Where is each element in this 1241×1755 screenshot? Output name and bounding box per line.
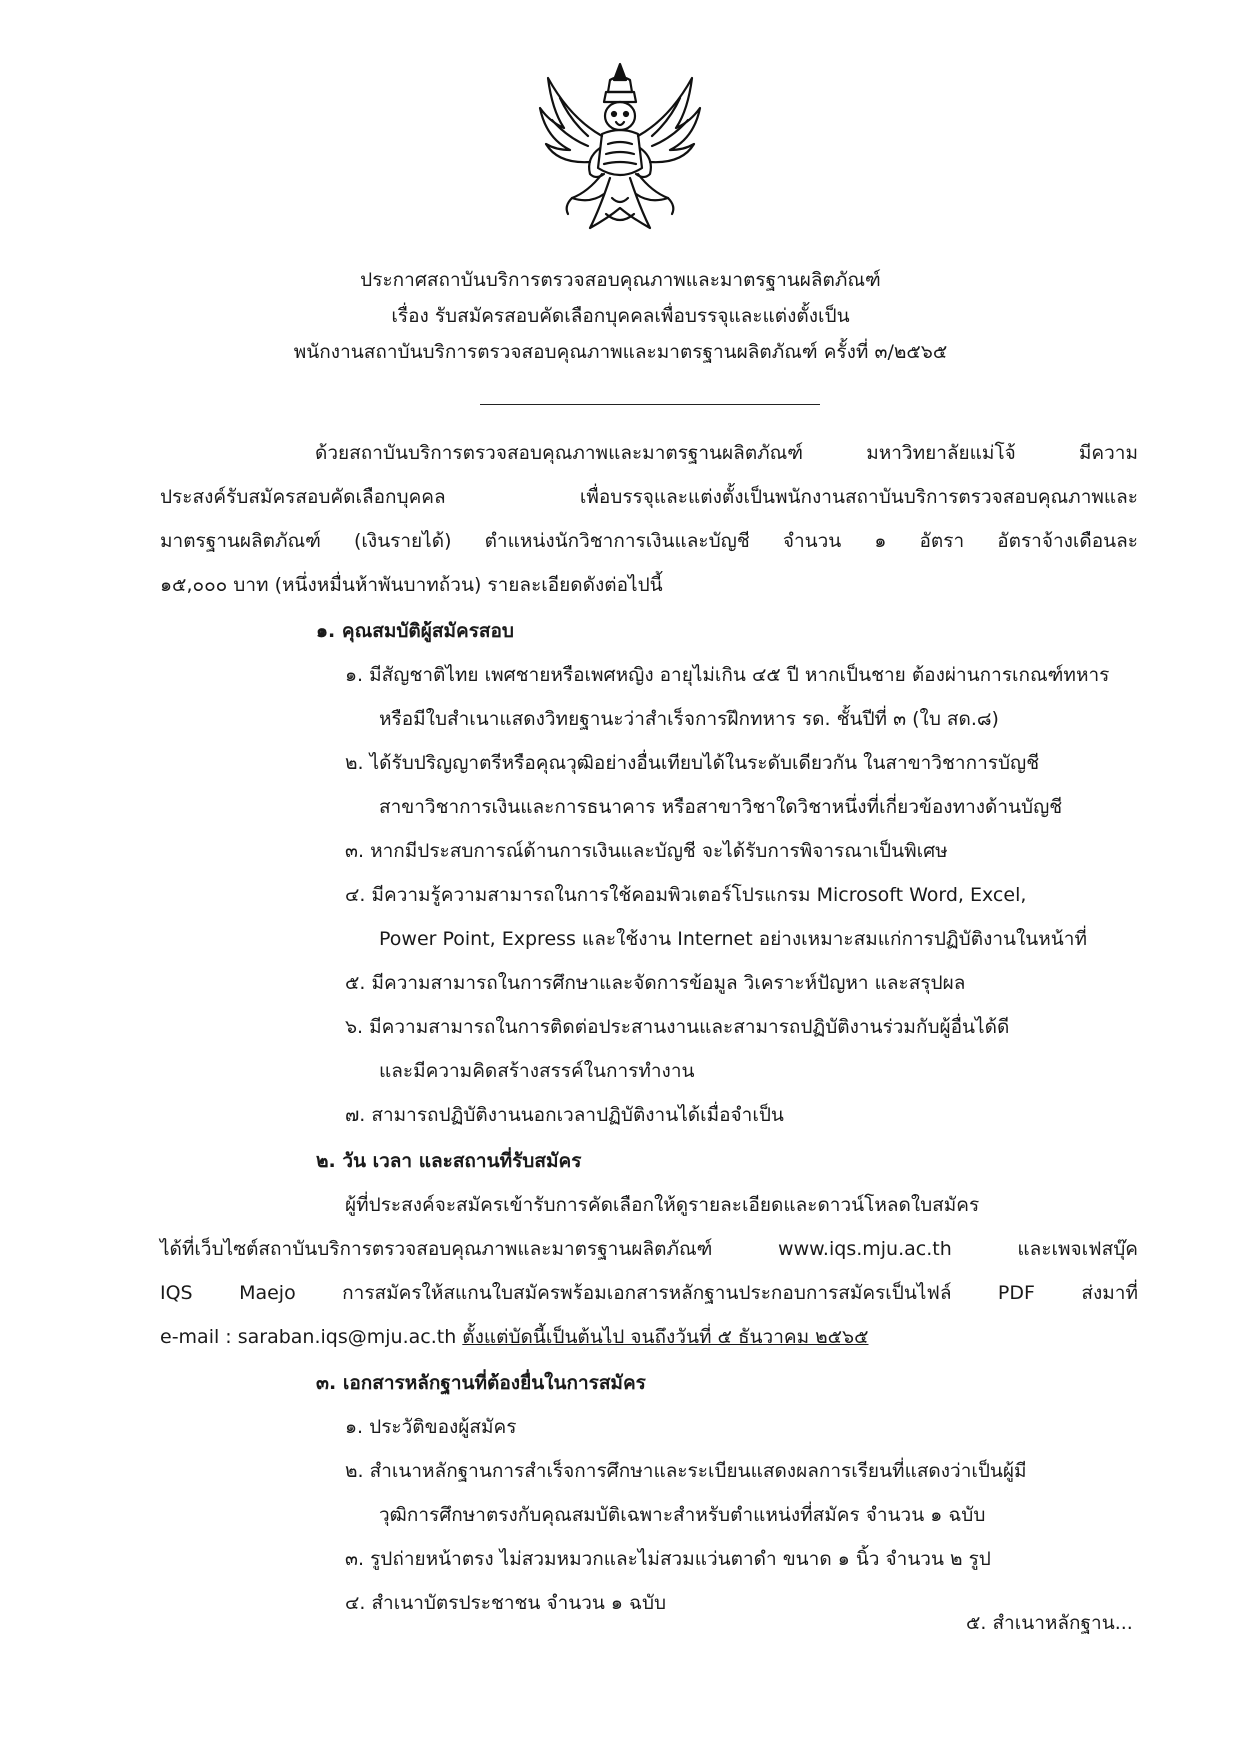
qualification-item: Power Point, Express และใช้งาน Internet อย่างเหมาะสมแก่การปฏิบัติงานในหน้าที่: [379, 928, 1087, 950]
qualification-item: ๖. มีความสามารถในการติดต่อประสานงานและสามารถปฏิบัติงานร่วมกับผู้อื่นได้ดี: [345, 1016, 1010, 1038]
application-line-3: IQS Maejo การสมัครให้สแกนใบสมัครพร้อมเอกสารหลักฐานประกอบการสมัครเป็นไฟล์ PDF ส่งมาที่: [160, 1282, 1138, 1304]
application-line-4: [160, 1320, 869, 1355]
announcement-header: [160, 262, 1081, 370]
qualification-item: ๑. มีสัญชาติไทย เพศชายหรือเพศหญิง อายุไม่เกิน ๔๕ ปี หากเป็นชาย ต้องผ่านการเกณฑ์ทหาร: [345, 664, 1110, 686]
document-item: ๑. ประวัติของผู้สมัคร: [345, 1416, 517, 1438]
section-2-heading: ๒. วัน เวลา และสถานที่รับสมัคร: [316, 1150, 582, 1172]
qualification-item: หรือมีใบสำเนาแสดงวิทยฐานะว่าสำเร็จการฝึกทหาร รด. ชั้นปีที่ ๓ (ใบ สด.๘): [379, 708, 999, 730]
intro-line-3: มาตรฐานผลิตภัณฑ์ (เงินรายได้) ตำแหน่งนักวิชาการเงินและบัญชี จำนวน ๑ อัตรา อัตราจ้างเดือนละ: [160, 530, 1138, 552]
header-position: พนักงานสถาบันบริการตรวจสอบคุณภาพและมาตรฐานผลิตภัณฑ์ ครั้งที่ ๓/๒๕๖๕: [293, 341, 948, 363]
intro-line-4: ๑๕,๐๐๐ บาท (หนึ่งหมื่นห้าพันบาทถ้วน) รายละเอียดดังต่อไปนี้: [160, 574, 663, 596]
document-item: ๒. สำเนาหลักฐานการสำเร็จการศึกษาและระเบียนแสดงผลการเรียนที่แสดงว่าเป็นผู้มี: [345, 1460, 1027, 1482]
intro-line-1: ด้วยสถาบันบริการตรวจสอบคุณภาพและมาตรฐานผลิตภัณฑ์ มหาวิทยาลัยแม่โจ้ มีความ: [315, 442, 1138, 464]
qualification-item: ๕. มีความสามารถในการศึกษาและจัดการข้อมูล วิเคราะห์ปัญหา และสรุปผล: [345, 972, 966, 994]
deadline-text: ตั้งแต่บัดนี้เป็นต้นไป จนถึงวันที่ ๕ ธันวาคม ๒๕๖๕: [462, 1326, 869, 1348]
page-continuation: ๕. สำเนาหลักฐาน...: [966, 1612, 1133, 1634]
application-line-1: ผู้ที่ประสงค์จะสมัครเข้ารับการคัดเลือกให้ดูรายละเอียดและดาวน์โหลดใบสมัคร: [345, 1194, 980, 1216]
intro-line-2: ประสงค์รับสมัครสอบคัดเลือกบุคคล เพื่อบรรจุและแต่งตั้งเป็นพนักงานสถาบันบริการตรวจสอบคุณภาพและ: [160, 486, 1138, 508]
contact-email: e-mail : saraban.iqs@mju.ac.th: [160, 1326, 463, 1348]
section-1-heading: ๑. คุณสมบัติผู้สมัครสอบ: [316, 620, 514, 642]
document-item: ๓. รูปถ่ายหน้าตรง ไม่สวมหมวกและไม่สวมแว่นตาดำ ขนาด ๑ นิ้ว จำนวน ๒ รูป: [345, 1548, 991, 1570]
header-subject: เรื่อง รับสมัครสอบคัดเลือกบุคคลเพื่อบรรจุและแต่งตั้งเป็น: [391, 305, 850, 327]
qualification-item: ๗. สามารถปฏิบัติงานนอกเวลาปฏิบัติงานได้เมื่อจำเป็น: [345, 1104, 784, 1126]
qualification-item: ๓. หากมีประสบการณ์ด้านการเงินและบัญชี จะได้รับการพิจารณาเป็นพิเศษ: [345, 840, 948, 862]
qualification-item: และมีความคิดสร้างสรรค์ในการทำงาน: [379, 1060, 695, 1082]
qualification-item: สาขาวิชาการเงินและการธนาคาร หรือสาขาวิชาใดวิชาหนึ่งที่เกี่ยวข้องทางด้านบัญชี: [379, 796, 1063, 818]
qualification-item: ๔. มีความรู้ความสามารถในการใช้คอมพิวเตอร์โปรแกรม Microsoft Word, Excel,: [345, 884, 1027, 906]
document-item: ๔. สำเนาบัตรประชาชน จำนวน ๑ ฉบับ: [345, 1592, 667, 1614]
section-3-heading: ๓. เอกสารหลักฐานที่ต้องยื่นในการสมัคร: [316, 1372, 646, 1394]
header-title: ประกาศสถาบันบริการตรวจสอบคุณภาพและมาตรฐานผลิตภัณฑ์: [360, 269, 881, 291]
garuda-emblem-icon: [530, 58, 710, 248]
application-line-2: ได้ที่เว็บไซต์สถาบันบริการตรวจสอบคุณภาพและมาตรฐานผลิตภัณฑ์ www.iqs.mju.ac.th และเพจเฟสบุ๊ค: [160, 1238, 1138, 1260]
document-item: วุฒิการศึกษาตรงกับคุณสมบัติเฉพาะสำหรับตำแหน่งที่สมัคร จำนวน ๑ ฉบับ: [379, 1504, 986, 1526]
header-divider: [480, 404, 820, 405]
qualification-item: ๒. ได้รับปริญญาตรีหรือคุณวุฒิอย่างอื่นเทียบได้ในระดับเดียวกัน ในสาขาวิชาการบัญชี: [345, 752, 1040, 774]
